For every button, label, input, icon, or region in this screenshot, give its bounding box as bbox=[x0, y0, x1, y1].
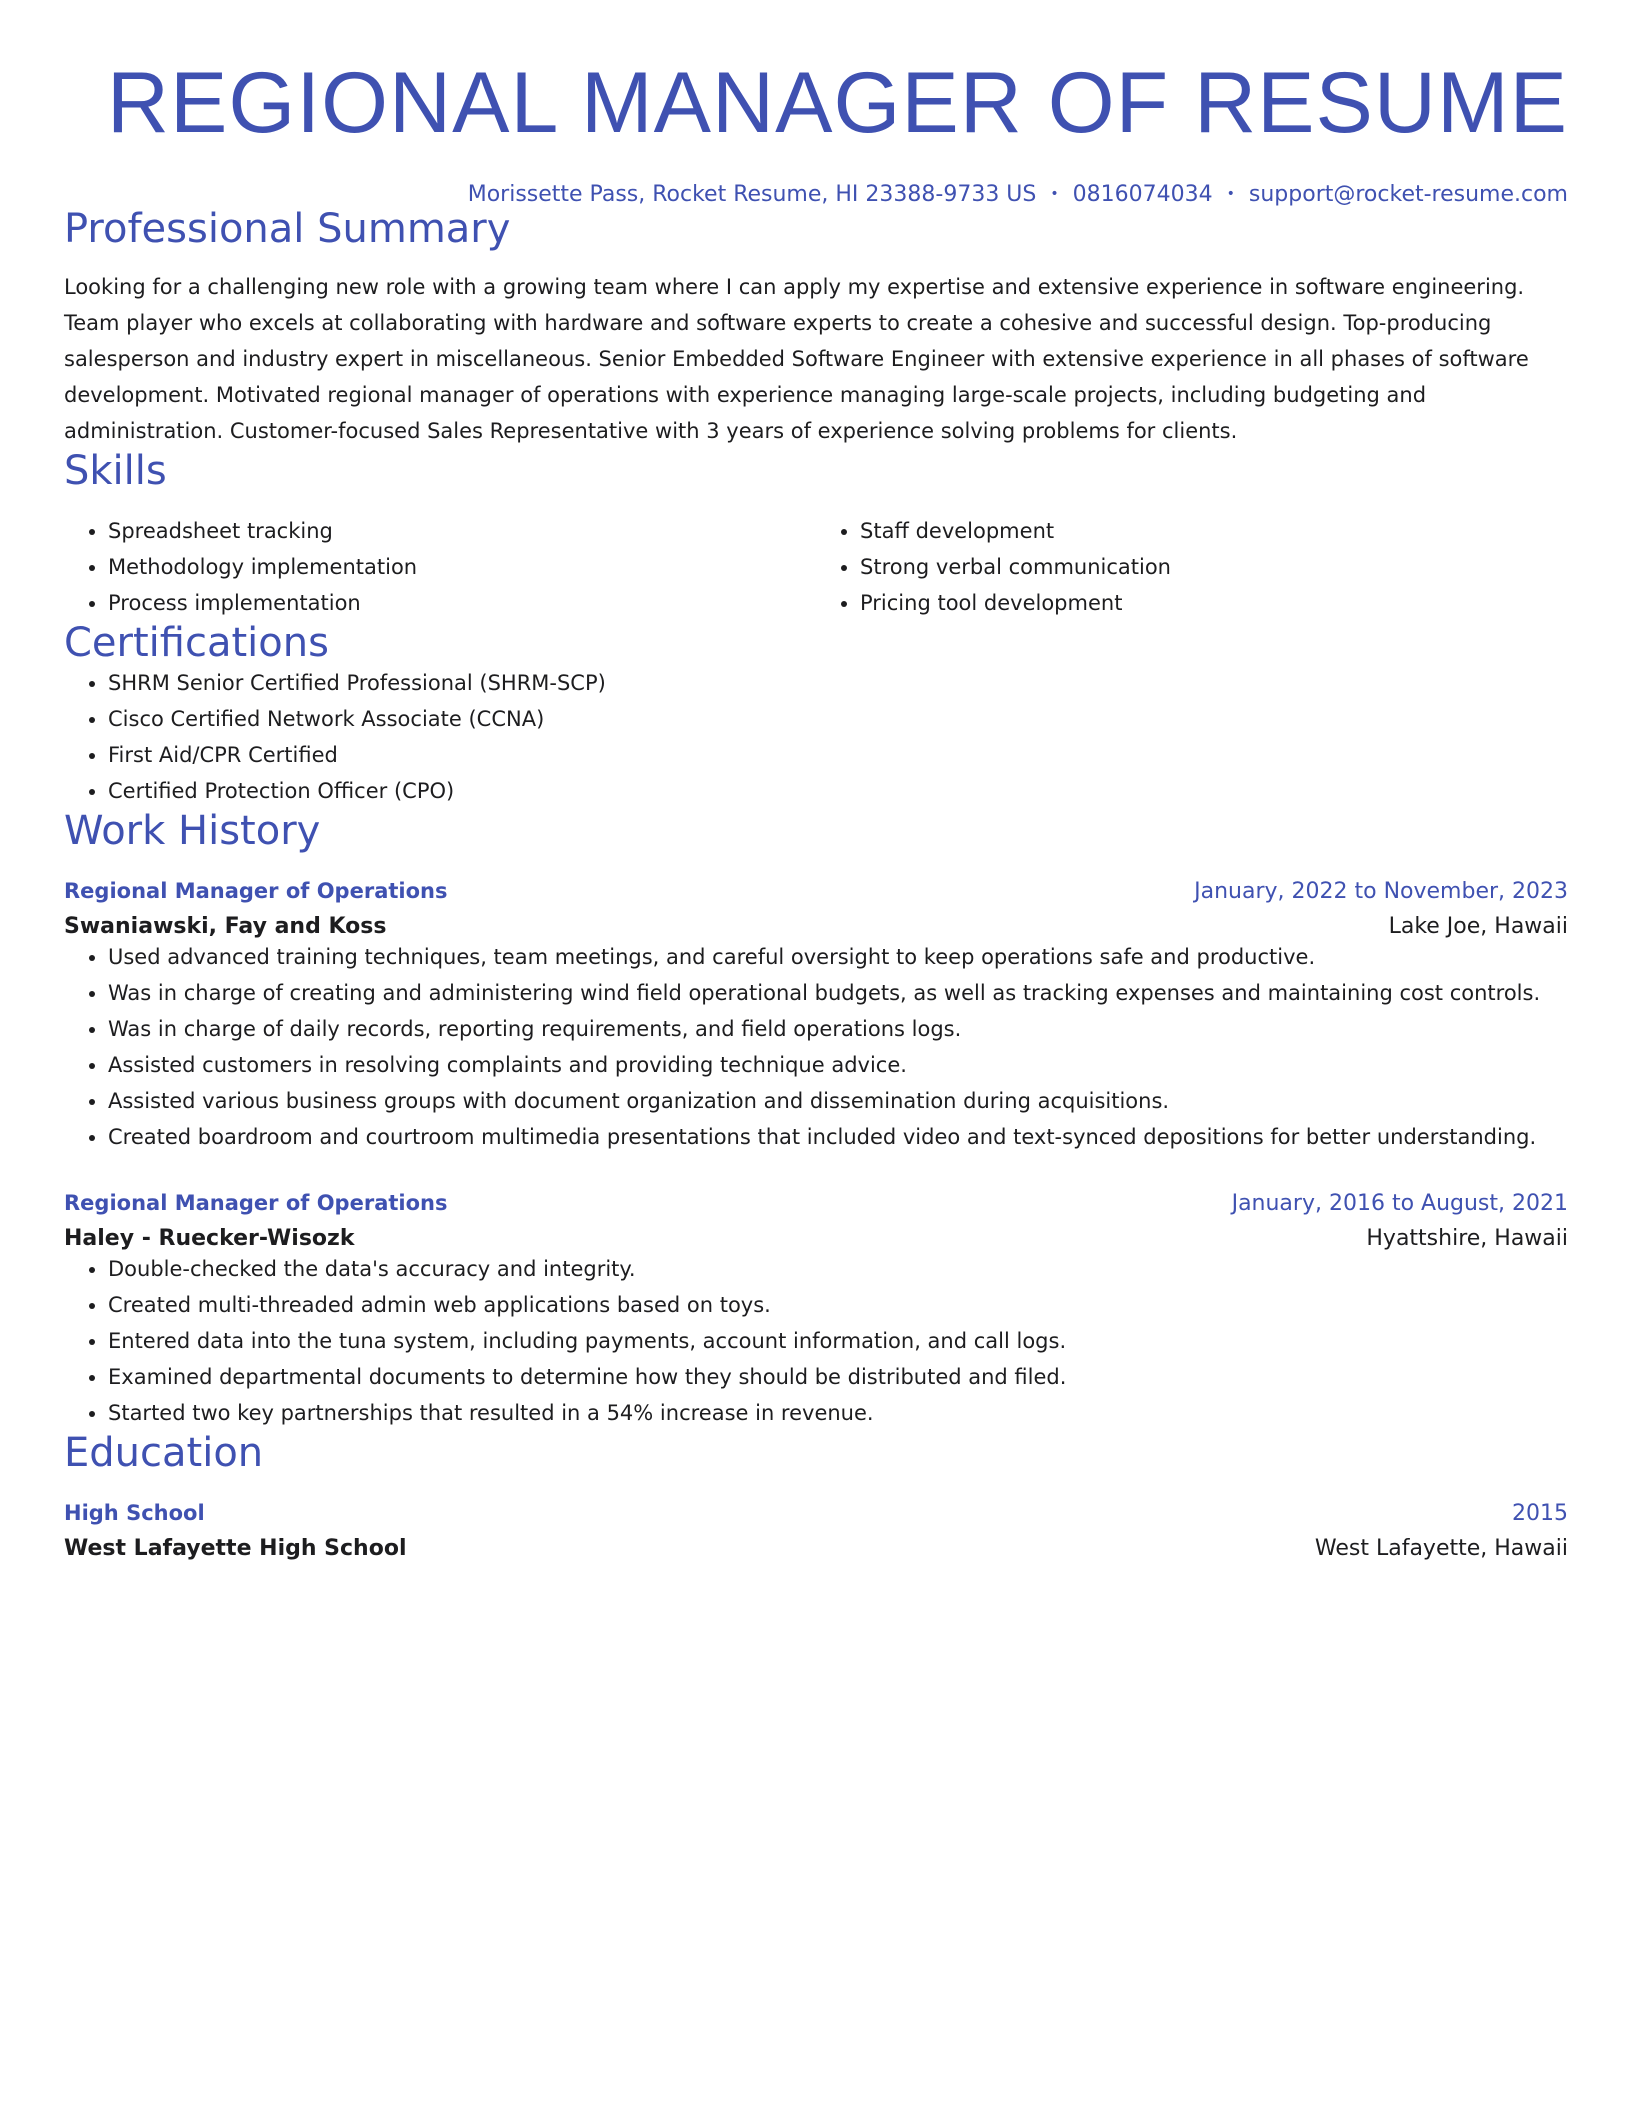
summary-text: Looking for a challenging new role with a growing team where I can apply my expertise and extensive experience in software engineering. Team player who excels at collaborating with hardware and software experts to create a cohesive and successful design. Top-producing salesperson and industry expert in miscellaneous. Senior Embedded Software Engineer with extensive experience in all phases of software development. Motivated regional manager of operations with experience managing large-scale projects, including budgeting and administration. Customer-focused Sales Representative with 3 years of experience solving problems for clients. bbox=[64, 275, 1529, 443]
education-year: 2015 bbox=[1512, 1501, 1568, 1526]
job-bullet: • Assisted customers in resolving complaints and providing technique advice. bbox=[108, 1047, 1568, 1083]
skill-item: • Process implementation bbox=[108, 585, 816, 621]
job-entry bbox=[64, 879, 1568, 1155]
education-degree: High School bbox=[64, 1501, 205, 1525]
job-bullet: • Entered data into the tuna system, including payments, account information, and call logs. bbox=[108, 1323, 1568, 1359]
job-company: Swaniawski, Fay and Koss bbox=[64, 914, 387, 939]
contact-phone: 0816074034 bbox=[1072, 182, 1213, 207]
job-bullet: • Started two key partnerships that resulted in a 54% increase in revenue. bbox=[108, 1395, 1568, 1431]
certifications-list bbox=[64, 665, 1568, 809]
job-bullet: • Assisted various business groups with document organization and dissemination during acquisitions. bbox=[108, 1083, 1568, 1119]
job-company-row bbox=[64, 1226, 1568, 1251]
skill-item: • Strong verbal communication bbox=[860, 549, 1568, 585]
education-school: West Lafayette High School bbox=[64, 1536, 407, 1561]
skill-item: • Staff development bbox=[860, 513, 1568, 549]
job-bullet: • Double-checked the data's accuracy and integrity. bbox=[108, 1251, 1568, 1287]
certification-item: • Certified Protection Officer (CPO) bbox=[108, 773, 1568, 809]
job-bullet: • Created boardroom and courtroom multimedia presentations that included video and text-synced depositions for better understanding. bbox=[108, 1119, 1568, 1155]
job-title: Regional Manager of Operations bbox=[64, 1191, 448, 1215]
section-title-work-history: Work History bbox=[64, 808, 321, 854]
section-title-summary: Professional Summary bbox=[64, 206, 511, 252]
skill-item: • Spreadsheet tracking bbox=[108, 513, 816, 549]
resume-name: REGIONAL MANAGER OF RESUME bbox=[106, 55, 1568, 151]
job-header-row bbox=[64, 879, 1568, 904]
job-bullets bbox=[64, 939, 1568, 1155]
job-dates: January, 2022 to November, 2023 bbox=[1194, 879, 1568, 904]
job-bullet: • Created multi-threaded admin web applications based on toys. bbox=[108, 1287, 1568, 1323]
contact-email: support@rocket-resume.com bbox=[1248, 182, 1568, 207]
job-dates: January, 2016 to August, 2021 bbox=[1231, 1191, 1568, 1216]
job-title: Regional Manager of Operations bbox=[64, 879, 448, 903]
skills-list-right bbox=[816, 513, 1568, 621]
contact-separator: • bbox=[1226, 186, 1235, 202]
job-location: Lake Joe, Hawaii bbox=[1388, 914, 1568, 939]
education-location: West Lafayette, Hawaii bbox=[1314, 1536, 1568, 1561]
job-company-row bbox=[64, 914, 1568, 939]
section-title-skills: Skills bbox=[64, 448, 167, 494]
resume-header bbox=[64, 55, 1568, 207]
skill-item: • Pricing tool development bbox=[860, 585, 1568, 621]
job-bullet: • Was in charge of daily records, reporting requirements, and field operations logs. bbox=[108, 1011, 1568, 1047]
skill-item: • Methodology implementation bbox=[108, 549, 816, 585]
job-bullet: • Was in charge of creating and administering wind field operational budgets, as well as tracking expenses and maintaining cost controls. bbox=[108, 975, 1568, 1011]
certification-item: • Cisco Certified Network Associate (CCNA) bbox=[108, 701, 1568, 737]
job-company: Haley - Ruecker-Wisozk bbox=[64, 1226, 355, 1251]
education-header-row bbox=[64, 1501, 1568, 1526]
education-school-row bbox=[64, 1536, 1568, 1561]
education-entry bbox=[64, 1501, 1568, 1561]
section-title-certifications: Certifications bbox=[64, 620, 329, 666]
job-bullet: • Examined departmental documents to determine how they should be distributed and filed. bbox=[108, 1359, 1568, 1395]
job-bullets bbox=[64, 1251, 1568, 1431]
skills-list-left bbox=[64, 513, 816, 621]
certification-item: • First Aid/CPR Certified bbox=[108, 737, 1568, 773]
certification-item: • SHRM Senior Certified Professional (SHRM-SCP) bbox=[108, 665, 1568, 701]
contact-address: Morissette Pass, Rocket Resume, HI 23388-9733 US bbox=[467, 182, 1037, 207]
contact-line bbox=[64, 182, 1568, 207]
section-title-education: Education bbox=[64, 1430, 264, 1476]
contact-separator: • bbox=[1050, 186, 1059, 202]
job-location: Hyattshire, Hawaii bbox=[1366, 1226, 1568, 1251]
skills-grid bbox=[64, 513, 1568, 621]
job-bullet: • Used advanced training techniques, team meetings, and careful oversight to keep operations safe and productive. bbox=[108, 939, 1568, 975]
job-header-row bbox=[64, 1191, 1568, 1216]
job-entry bbox=[64, 1191, 1568, 1431]
